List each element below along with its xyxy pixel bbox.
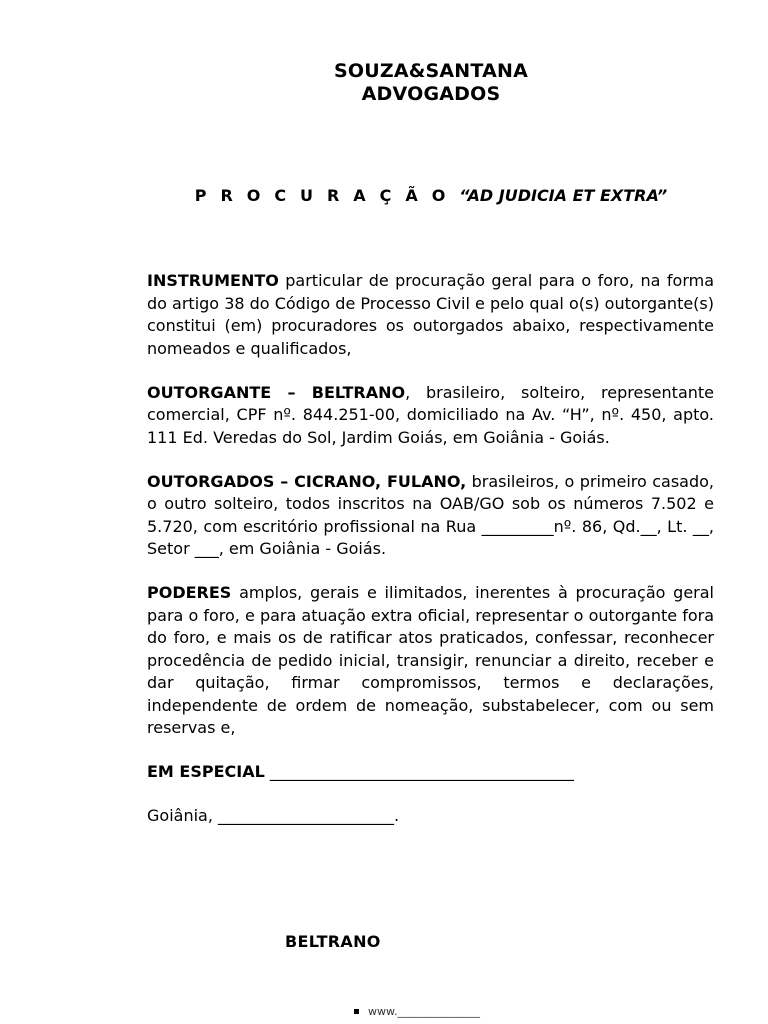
- document-body: [147, 270, 714, 828]
- poderes-text: amplos, gerais e ilimitados, inerentes à procuração geral para o foro, e para atuação extra oficial, representar o outorgante fora do foro, e mais os de ratificar atos praticados, confessar, reconhecer procedência de pedido inicial, transigir, renunciar a direito, receber e dar quitação, firmar compromissos, termos e declarações, independente de ordem de nomeação, substabelecer, com ou sem reservas e,: [147, 583, 714, 737]
- outorgados-lead: OUTORGADOS – CICRANO, FULANO,: [147, 471, 467, 491]
- paragraph-poderes: [147, 582, 714, 740]
- em-especial-blank: ______________________________________: [264, 762, 574, 781]
- poderes-lead: PODERES: [147, 583, 232, 602]
- outorgante-lead: OUTORGANTE – BELTRANO: [147, 382, 406, 402]
- bullet-icon: [354, 1009, 359, 1014]
- instrumento-lead: INSTRUMENTO: [147, 271, 279, 290]
- paragraph-outorgados: [147, 471, 714, 561]
- outorgados-text: brasileiros, o primeiro casado, o outro solteiro, todos inscritos na OAB/GO sob os números 7.502 e 5.720, com escritório profissional na Rua _________nº. 86, Qd.__, Lt. __, Setor ___, em Goiânia - Goiás.: [147, 471, 715, 558]
- paragraph-outorgante: [147, 382, 714, 450]
- place-date-line: Goiânia, ______________________.: [147, 806, 400, 825]
- firm-header: [0, 60, 768, 106]
- firm-name: SOUZA&SANTANA: [333, 60, 528, 82]
- paragraph-instrumento: [147, 270, 714, 360]
- title-latin: “AD JUDICIA ET EXTRA”: [459, 186, 668, 205]
- footer-website: www._______________: [368, 1005, 480, 1018]
- instrumento-text: particular de procuração geral para o foro, na forma do artigo 38 do Código de Processo Civil e pelo qual o(s) outorgante(s) constitui (em) procuradores os outorgados abaixo, respectivamente nomeados e qualificados,: [147, 271, 714, 358]
- title-prefix: P R O C U R A Ç Ã O: [194, 186, 460, 205]
- footer: [354, 1005, 480, 1018]
- document-title: [0, 186, 768, 205]
- em-especial-label: EM ESPECIAL: [147, 762, 265, 781]
- signature-name: BELTRANO: [285, 932, 381, 951]
- firm-type: ADVOGADOS: [361, 83, 501, 105]
- em-especial-line: [147, 761, 714, 784]
- outorgante-text: , brasileiro, solteiro, representante comercial, CPF nº. 844.251-00, domiciliado na Av. “H”, nº. 450, apto. 111 Ed. Veredas do Sol, Jardim Goiás, em Goiânia - Goiás.: [147, 382, 715, 447]
